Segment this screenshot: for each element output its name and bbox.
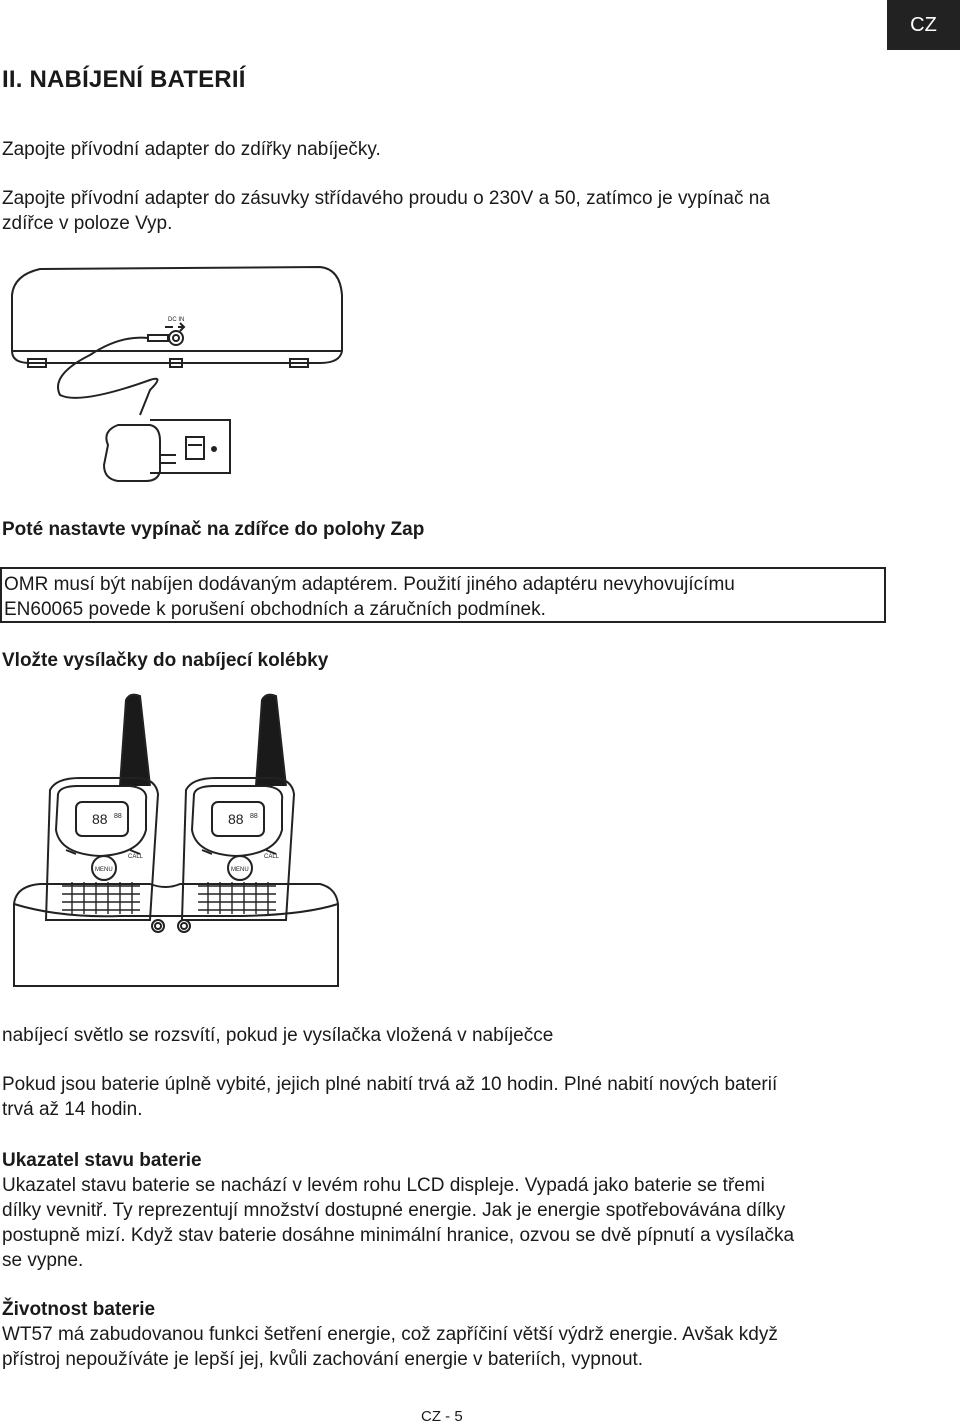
instruction-wall-socket-line2: zdířce v poloze Vyp. bbox=[2, 213, 173, 234]
lcd-small-left: 88 bbox=[114, 813, 122, 820]
battery-life-heading: Životnost baterie bbox=[2, 1299, 156, 1320]
battery-indicator-line3: postupně mizí. Když stav baterie dosáhne minimální hranice, ozvou se dvě pípnutí a vysílačka bbox=[2, 1225, 795, 1246]
battery-life-line2: přístroj nepoužíváte je lepší jej, kvůli zachování energie v bateriích, vypnout. bbox=[2, 1349, 644, 1370]
battery-indicator-line1: Ukazatel stavu baterie se nachází v levém rohu LCD displeje. Vypadá jako baterie se třemi bbox=[2, 1175, 765, 1196]
lcd-digits-left: 88 bbox=[92, 811, 108, 827]
battery-indicator-text bbox=[2, 1173, 902, 1273]
battery-life-text bbox=[2, 1322, 902, 1372]
adapter-warning-notice bbox=[0, 567, 886, 623]
language-label: CZ bbox=[910, 13, 937, 36]
charger-adapter-illustration bbox=[0, 255, 400, 485]
battery-indicator-line2: dílky vevnitř. Ty reprezentují množství dostupné energie. Jak je energie spotřebovávána dílky bbox=[2, 1200, 786, 1221]
charging-time-line2: trvá až 14 hodin. bbox=[2, 1099, 143, 1120]
lcd-digits-right: 88 bbox=[228, 811, 244, 827]
charging-light-note: nabíjecí světlo se rozsvítí, pokud je vysílačka vložená v nabíječce bbox=[2, 1025, 554, 1046]
menu-label-left: MENU bbox=[95, 867, 113, 873]
charging-time-line1: Pokud jsou baterie úplně vybité, jejich plné nabití trvá až 10 hodin. Plné nabití nových baterií bbox=[2, 1074, 778, 1095]
instruction-plug-adapter: Zapojte přívodní adapter do zdířky nabíječky. bbox=[2, 139, 381, 160]
dc-in-label: DC IN bbox=[168, 317, 185, 323]
instruction-switch-on: Poté nastavte vypínač na zdířce do polohy Zap bbox=[2, 519, 425, 540]
language-tab bbox=[887, 0, 960, 50]
call-label-left: CALL bbox=[128, 854, 144, 860]
battery-indicator-line4: se vypne. bbox=[2, 1250, 84, 1271]
insert-radios-heading: Vložte vysílačky do nabíjecí kolébky bbox=[2, 650, 329, 671]
charging-time-note bbox=[2, 1072, 902, 1122]
call-label-right: CALL bbox=[264, 854, 280, 860]
instruction-wall-socket bbox=[2, 186, 902, 236]
section-title: II. NABÍJENÍ BATERIÍ bbox=[2, 66, 246, 93]
menu-label-right: MENU bbox=[231, 867, 249, 873]
notice-line2: EN60065 povede k porušení obchodních a záručních podmínek. bbox=[4, 599, 546, 620]
page-number: CZ - 5 bbox=[421, 1408, 463, 1425]
radios-in-cradle-illustration bbox=[0, 690, 360, 990]
instruction-wall-socket-line1: Zapojte přívodní adapter do zásuvky střídavého proudu o 230V a 50, zatímco je vypínač na bbox=[2, 188, 770, 209]
battery-indicator-heading: Ukazatel stavu baterie bbox=[2, 1150, 202, 1171]
lcd-small-right: 88 bbox=[250, 813, 258, 820]
notice-line1: OMR musí být nabíjen dodávaným adaptérem. Použití jiného adaptéru nevyhovujícímu bbox=[4, 574, 735, 595]
battery-life-line1: WT57 má zabudovanou funkci šetření energie, což zapříčiní větší výdrž energie. Avšak když bbox=[2, 1324, 778, 1345]
